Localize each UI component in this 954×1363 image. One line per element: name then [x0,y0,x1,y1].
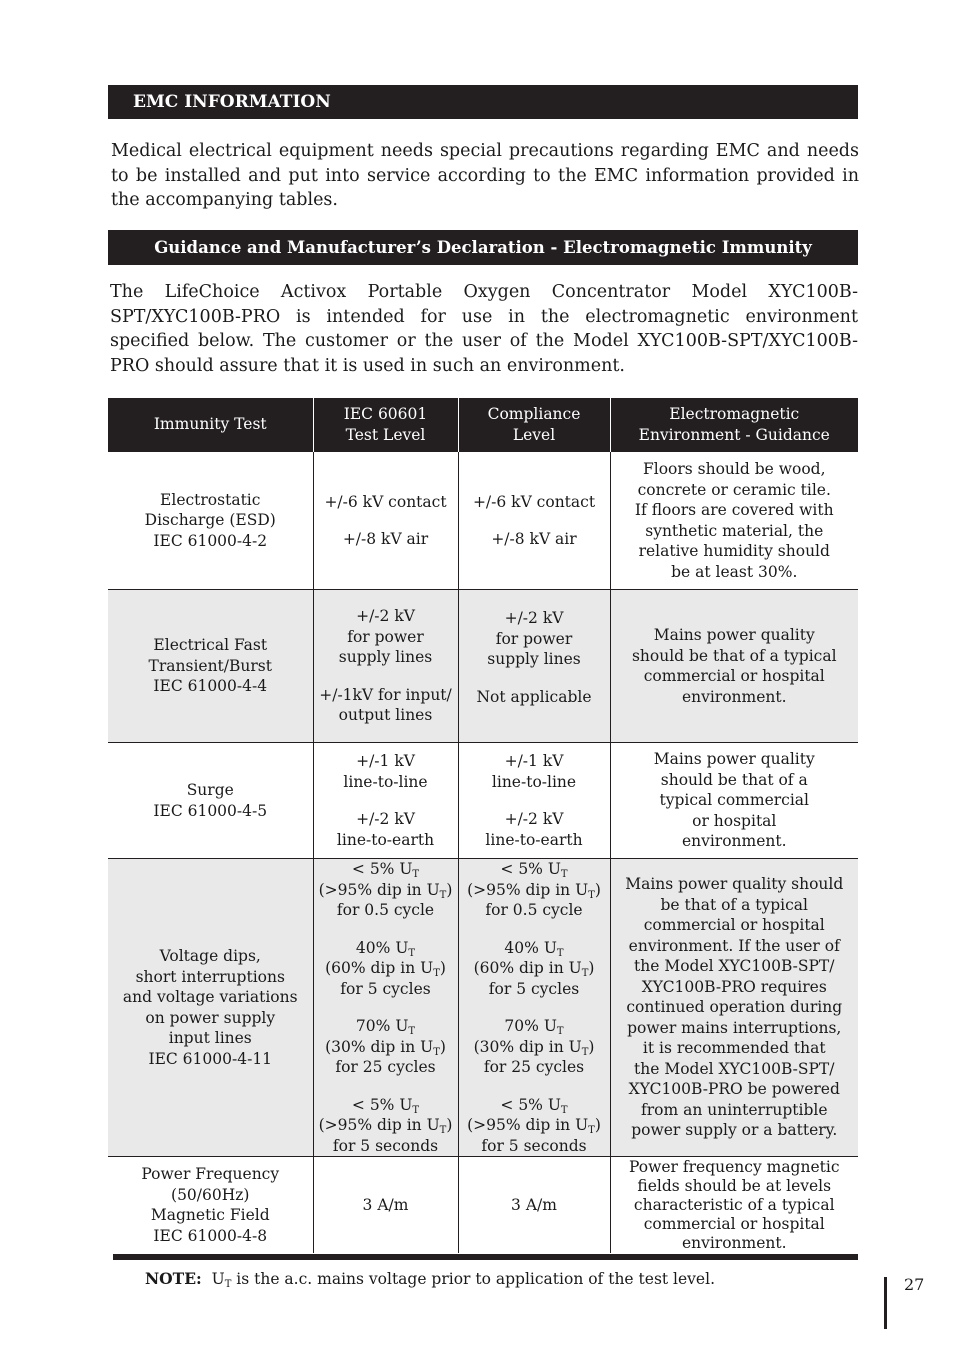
section-title: EMC INFORMATION [108,85,858,119]
cell-compliance: +/-1 kV line-to-line +/-2 kV line-to-earth [458,743,610,859]
cell-compliance: +/-6 kV contact +/-8 kV air [458,452,610,590]
table-row-surge [108,743,858,859]
cell-iec-level: +/-2 kV for power supply lines +/-1kV for input/ output lines [313,590,458,743]
footnote [145,1269,715,1288]
cell-guidance: Mains power quality should be that of a typical commercial or hospital environment. If the user of the Model XYC100B-SPT/ XYC100B-PRO requires continued operation during power mains interruptions, it is recommended that the Model XYC100B-SPT/ XYC100B-PRO be powered from an uninterruptible power supply or a battery. [610,859,858,1157]
table-header-row [108,398,858,452]
immunity-table [108,398,858,1253]
cell-compliance: +/-2 kV for power supply lines Not applicable [458,590,610,743]
cell-test: Electrostatic Discharge (ESD) IEC 61000-4-2 [108,452,313,590]
table-title: Guidance and Manufacturer’s Declaration - Electromagnetic Immunity [108,230,858,265]
page-number: 27 [904,1275,925,1294]
table-row-eft [108,590,858,743]
cell-test: Voltage dips, short interruptions and voltage variations on power supply input lines IEC 61000-4-11 [108,859,313,1157]
header-compliance-level: Compliance Level [458,398,610,452]
header-immunity-test: Immunity Test [108,398,313,452]
cell-iec-level: +/-1 kV line-to-line +/-2 kV line-to-earth [313,743,458,859]
cell-guidance: Mains power quality should be that of a typical commercial or hospital environment. [610,590,858,743]
cell-guidance: Mains power quality should be that of a typical commercial or hospital environment. [610,743,858,859]
header-environment-guidance: Electromagnetic Environment - Guidance [610,398,858,452]
cell-test: Power Frequency (50/60Hz) Magnetic Field IEC 61000-4-8 [108,1157,313,1254]
table-bottom-rule [113,1254,858,1260]
page-number-rule [884,1277,887,1329]
note-u: U [211,1270,225,1288]
header-iec-level: IEC 60601 Test Level [313,398,458,452]
cell-iec-level: < 5% $U_T$ (>95% dip in $U_T$) for 0.5 cycle 40% $U_T$ (60% dip in $U_T$) for 5 cycles 70% $U_T$ (30% dip in $U_T$) for 25 cycles < 5% $U_T$ (>95% dip in $U_T$) for 5 seconds [313,859,458,1157]
note-label: NOTE: [145,1269,202,1288]
cell-iec-level: 3 A/m [313,1157,458,1254]
cell-guidance: Power frequency magnetic fields should be at levels characteristic of a typical commercial or hospital environment. [610,1157,858,1254]
table-row-esd [108,452,858,590]
cell-guidance: Floors should be wood, concrete or ceramic tile. If floors are covered with synthetic material, the relative humidity should be at least 30%. [610,452,858,590]
note-t: T [224,1279,232,1290]
table-row-power-frequency [108,1157,858,1254]
intro-paragraph: Medical electrical equipment needs special precautions regarding EMC and needs to be installed and put into service according to the EMC information provided in the accompanying tables. [111,141,859,210]
note-text: is the a.c. mains voltage prior to application of the test level. [231,1270,715,1288]
table-row-voltage-dips [108,859,858,1157]
cell-iec-level: +/-6 kV contact +/-8 kV air [313,452,458,590]
cell-test: Surge IEC 61000-4-5 [108,743,313,859]
cell-compliance: 3 A/m [458,1157,610,1254]
cell-compliance: < 5% $U_T$ (>95% dip in $U_T$) for 0.5 cycle 40% $U_T$ (60% dip in $U_T$) for 5 cycles 70% $U_T$ (30% dip in $U_T$) for 25 cycles < 5% $U_T$ (>95% dip in $U_T$) for 5 seconds [458,859,610,1157]
cell-test: Electrical Fast Transient/Burst IEC 61000-4-4 [108,590,313,743]
description-paragraph: The LifeChoice Activox Portable Oxygen Concentrator Model XYC100B-SPT/XYC100B-PRO is intended for use in the electromagnetic environment specified below. The customer or the user of the Model XYC100B-SPT/XYC100B-PRO should assure that it is used in such an environment. [110,282,858,376]
